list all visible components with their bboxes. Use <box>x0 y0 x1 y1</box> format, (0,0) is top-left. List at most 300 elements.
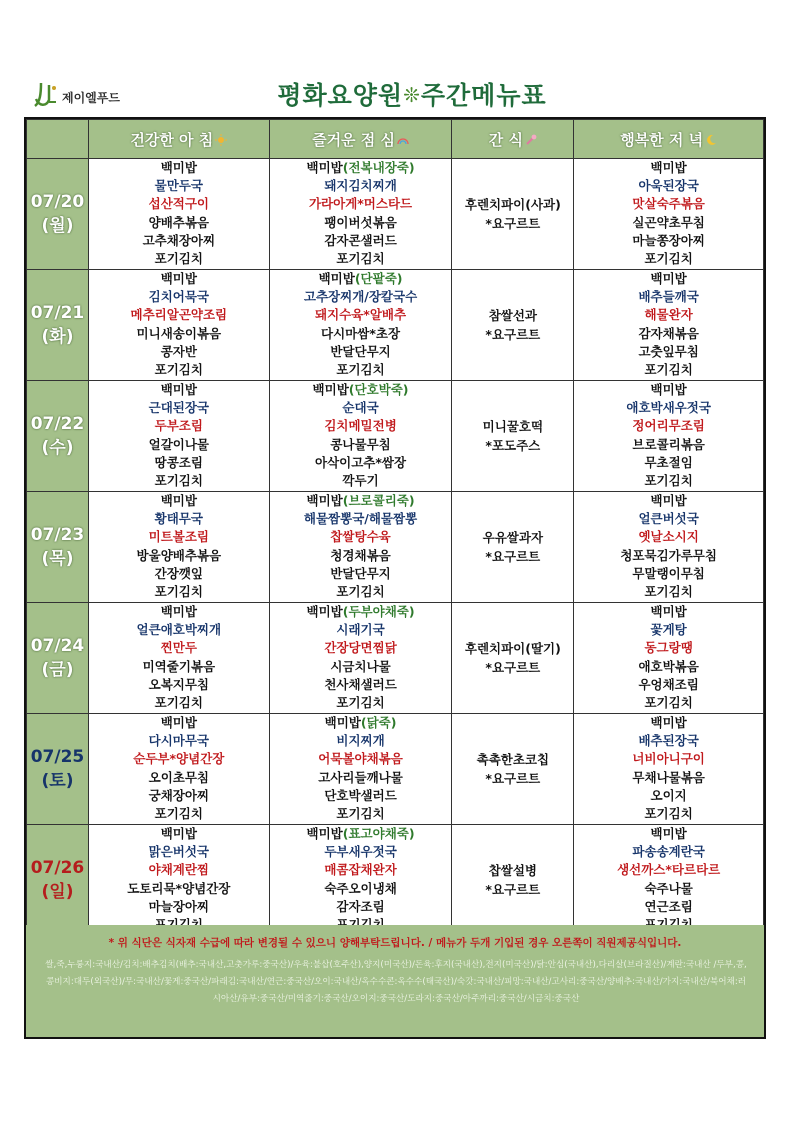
lunch-cell <box>269 825 452 936</box>
porridge-note: (표고야채죽) <box>342 826 415 841</box>
menu-item <box>89 732 269 750</box>
brand-logo <box>32 80 162 114</box>
snack-item: *요구르트 <box>485 660 541 675</box>
menu-item-text: 시래기국 <box>336 622 385 638</box>
menu-item-text: 백미밥 <box>650 271 687 286</box>
menu-item <box>574 306 763 324</box>
menu-item-text: 백미밥 <box>650 493 687 508</box>
day-cell <box>27 270 89 381</box>
lunch-cell <box>269 270 452 381</box>
menu-item-text: 포기김치 <box>644 250 693 266</box>
menu-item <box>89 214 269 232</box>
menu-item-text: 포기김치 <box>644 694 693 710</box>
menu-item-text: 아욱된장국 <box>638 178 699 194</box>
weekday-label: (토) <box>41 771 74 791</box>
menu-item-text: 찐만두 <box>160 640 197 656</box>
menu-item <box>574 436 763 454</box>
menu-item <box>574 361 763 379</box>
weekday-label: (수) <box>41 438 74 458</box>
menu-item <box>574 621 763 639</box>
menu-item-text: 다시마무국 <box>148 733 210 749</box>
menu-item <box>270 621 452 639</box>
menu-item <box>574 750 763 768</box>
date-label: 07/20 <box>30 192 85 212</box>
menu-item-text: 백미밥 <box>306 604 343 619</box>
menu-item-text: 고사리들깨나물 <box>318 769 403 785</box>
weekly-menu-table <box>26 119 764 936</box>
menu-item <box>89 270 269 288</box>
sun-icon <box>215 134 227 146</box>
menu-item-text: 꽃게탕 <box>650 622 687 638</box>
day-row <box>27 492 764 603</box>
title-flower-icon: ❊ <box>403 83 421 107</box>
menu-item <box>270 361 452 379</box>
weekday-label: (화) <box>41 327 74 347</box>
menu-item-text: 얼갈이나물 <box>148 436 210 452</box>
porridge-note: (두부야채죽) <box>342 604 415 619</box>
menu-item <box>270 177 452 195</box>
menu-item-text: 백미밥 <box>160 271 197 286</box>
menu-item-text: 백미밥 <box>650 604 687 619</box>
snack-item: *요구르트 <box>485 216 541 231</box>
menu-item-text: 간장당면찜닭 <box>324 640 397 656</box>
dinner-cell <box>574 492 764 603</box>
menu-item-text: 포기김치 <box>154 583 203 599</box>
snack-cell <box>452 492 574 603</box>
menu-item <box>89 805 269 823</box>
menu-item-text: 순대국 <box>342 400 379 416</box>
day-cell <box>27 159 89 270</box>
menu-body <box>27 159 764 936</box>
menu-item-text: 백미밥 <box>312 382 349 397</box>
menu-item-text: 무채나물볶음 <box>632 769 705 785</box>
menu-item-text: 맑은버섯국 <box>148 844 210 860</box>
menu-item-text: 파송송계란국 <box>632 844 705 860</box>
menu-item <box>574 454 763 472</box>
dinner-header: 행복한 저 녁 <box>574 120 764 159</box>
menu-item <box>574 177 763 195</box>
menu-item-text: 고춧잎무침 <box>638 343 699 359</box>
menu-item <box>574 214 763 232</box>
menu-item-text: 너비아니구이 <box>632 751 705 767</box>
menu-item <box>270 861 452 879</box>
menu-item <box>574 381 763 399</box>
menu-item <box>270 270 452 288</box>
dinner-cell <box>574 825 764 936</box>
menu-item <box>574 861 763 879</box>
menu-item-text: 감자채볶음 <box>638 325 699 341</box>
dinner-cell <box>574 381 764 492</box>
menu-item-text: 애호박새우젓국 <box>626 400 711 416</box>
menu-item <box>270 492 452 510</box>
menu-item <box>574 325 763 343</box>
menu-item <box>574 583 763 601</box>
dinner-cell <box>574 270 764 381</box>
snack-item: 우유쌀과자 <box>482 530 544 545</box>
page-header <box>24 74 769 114</box>
menu-item <box>89 825 269 843</box>
menu-item <box>89 714 269 732</box>
menu-item <box>574 880 763 898</box>
menu-item-text: 오이지 <box>650 787 687 803</box>
snack-item: 미니꿀호떡 <box>482 419 544 434</box>
menu-item-text: 근대된장국 <box>148 400 210 416</box>
menu-item <box>89 159 269 177</box>
menu-item-text: 미니새송이볶음 <box>136 325 222 341</box>
menu-item <box>270 825 452 843</box>
menu-item-text: 애호박볶음 <box>638 658 699 674</box>
date-label: 07/24 <box>30 636 85 656</box>
snack-cell <box>452 603 574 714</box>
menu-item <box>574 603 763 621</box>
snack-cell <box>452 714 574 825</box>
menu-item-text: 콩나물무침 <box>330 436 391 452</box>
menu-item-text: 무초절임 <box>644 454 693 470</box>
menu-item-text: 포기김치 <box>154 694 203 710</box>
day-row <box>27 825 764 936</box>
menu-item <box>270 805 452 823</box>
menu-item <box>270 381 452 399</box>
date-label: 07/23 <box>30 525 85 545</box>
corner-cell <box>27 120 89 159</box>
menu-item-text: 미트볼조림 <box>148 529 210 545</box>
menu-item <box>270 288 452 306</box>
menu-item-text: 백미밥 <box>650 715 687 730</box>
menu-item <box>574 658 763 676</box>
menu-item <box>574 547 763 565</box>
menu-board <box>24 117 766 1039</box>
menu-item <box>270 639 452 657</box>
menu-item <box>270 472 452 490</box>
snack-item: *요구르트 <box>485 771 541 786</box>
menu-item <box>270 603 452 621</box>
menu-item <box>574 639 763 657</box>
menu-item <box>574 898 763 916</box>
menu-item-text: 오이초무침 <box>148 769 210 785</box>
menu-item-text: 순두부*양념간장 <box>133 751 225 767</box>
day-row <box>27 603 764 714</box>
menu-item-text: 얼큰버섯국 <box>638 511 699 527</box>
snack-item: *포도주스 <box>485 438 541 453</box>
date-label: 07/22 <box>30 414 85 434</box>
weekday-label: (금) <box>41 660 74 680</box>
menu-item-text: 청포묵김가루무침 <box>620 547 717 563</box>
menu-item-text: 백미밥 <box>160 826 197 841</box>
menu-item <box>89 750 269 768</box>
menu-item <box>270 769 452 787</box>
lunch-cell <box>269 603 452 714</box>
page-title <box>202 76 622 112</box>
menu-item <box>89 399 269 417</box>
menu-item <box>270 399 452 417</box>
menu-item <box>270 565 452 583</box>
menu-item-text: 감자조림 <box>336 898 385 914</box>
menu-item <box>89 361 269 379</box>
menu-item-text: 포기김치 <box>154 805 203 821</box>
menu-item-text: 반달단무지 <box>330 565 391 581</box>
day-row <box>27 714 764 825</box>
day-row <box>27 381 764 492</box>
menu-item <box>574 232 763 250</box>
menu-item <box>89 861 269 879</box>
day-row <box>27 270 764 381</box>
rainbow-icon <box>397 134 409 146</box>
menu-item-text: 백미밥 <box>306 160 343 175</box>
menu-item <box>270 547 452 565</box>
menu-item <box>574 288 763 306</box>
menu-item-text: 동그랑땡 <box>644 640 693 656</box>
menu-item-text: 고추채장아찌 <box>142 232 216 248</box>
menu-item <box>574 714 763 732</box>
menu-item-text: 땅콩조림 <box>154 454 203 470</box>
menu-item-text: 포기김치 <box>154 361 203 377</box>
menu-item <box>89 769 269 787</box>
menu-item-text: 백미밥 <box>306 826 343 841</box>
porridge-note: (단팥죽) <box>354 271 403 286</box>
menu-item <box>270 694 452 712</box>
menu-item-text: 배추들깨국 <box>638 289 699 305</box>
menu-item <box>574 732 763 750</box>
menu-item-text: 포기김치 <box>644 472 693 488</box>
menu-item-text: 배추된장국 <box>638 733 699 749</box>
menu-item-text: 깍두기 <box>342 472 379 488</box>
snack-item: 참쌀선과 <box>488 308 537 323</box>
dinner-cell <box>574 159 764 270</box>
menu-item <box>89 381 269 399</box>
menu-item <box>270 232 452 250</box>
day-cell <box>27 714 89 825</box>
menu-item <box>89 325 269 343</box>
moon-icon <box>705 134 717 146</box>
menu-item <box>89 454 269 472</box>
menu-item-text: 도토리묵*양념간장 <box>127 880 231 896</box>
menu-item <box>89 694 269 712</box>
menu-item-text: 시금치나물 <box>330 658 391 674</box>
menu-item-text: 해물짬뽕국/해물짬뽕 <box>303 511 418 527</box>
brand-name: 제이엘푸드 <box>62 91 120 105</box>
menu-item <box>270 325 452 343</box>
menu-item <box>270 880 452 898</box>
snack-item: *요구르트 <box>485 882 541 897</box>
menu-item <box>89 880 269 898</box>
menu-item <box>270 583 452 601</box>
menu-item-text: 방울양배추볶음 <box>136 547 222 563</box>
menu-item <box>270 510 452 528</box>
dinner-cell <box>574 714 764 825</box>
menu-item-text: 숙주오이냉채 <box>324 880 397 896</box>
menu-item-text: 숙주나물 <box>644 880 693 896</box>
menu-item-text: 다시마쌈*초장 <box>321 325 401 341</box>
menu-item <box>89 603 269 621</box>
menu-item <box>270 528 452 546</box>
menu-item-text: 정어리무조림 <box>632 418 705 434</box>
snack-cell <box>452 381 574 492</box>
day-cell <box>27 825 89 936</box>
snack-item: *요구르트 <box>485 327 541 342</box>
menu-item-text: 백미밥 <box>160 382 197 397</box>
menu-item-text: 팽이버섯볶음 <box>324 214 397 230</box>
candy-icon <box>525 134 537 146</box>
menu-item <box>89 195 269 213</box>
menu-item-text: 백미밥 <box>160 160 197 175</box>
menu-item <box>574 343 763 361</box>
menu-item-text: 궁채장아찌 <box>148 787 210 803</box>
menu-item-text: 돼지김치찌개 <box>324 178 397 194</box>
menu-item <box>270 843 452 861</box>
menu-item <box>574 492 763 510</box>
change-notice: * 위 식단은 식자재 수급에 따라 변경될 수 있으니 양해부탁드립니다. / 메뉴가 두개 기입된 경우 오른쪽이 직원제공식입니다. <box>108 937 682 949</box>
jl-logo-icon <box>32 80 58 110</box>
menu-item <box>574 805 763 823</box>
menu-item <box>574 787 763 805</box>
menu-item <box>270 159 452 177</box>
menu-item <box>574 510 763 528</box>
menu-item-text: 포기김치 <box>644 583 693 599</box>
menu-item <box>270 454 452 472</box>
menu-item-text: 백미밥 <box>160 493 197 508</box>
menu-item-text: 백미밥 <box>160 604 197 619</box>
menu-item <box>270 676 452 694</box>
menu-item <box>574 417 763 435</box>
menu-item <box>270 750 452 768</box>
menu-item-text: 찹쌀탕수육 <box>330 529 391 545</box>
menu-item <box>270 214 452 232</box>
menu-item-text: 단호박샐러드 <box>324 787 397 803</box>
menu-item-text: 양배추볶음 <box>148 214 210 230</box>
menu-item-text: 어묵볼야채볶음 <box>318 751 403 767</box>
menu-item <box>89 658 269 676</box>
menu-item <box>89 510 269 528</box>
menu-item-text: 물만두국 <box>154 178 203 194</box>
menu-item-text: 백미밥 <box>650 382 687 397</box>
menu-item <box>270 417 452 435</box>
menu-item-text: 황태무국 <box>154 511 203 527</box>
menu-item <box>574 250 763 268</box>
menu-item <box>89 787 269 805</box>
menu-item-text: 포기김치 <box>336 694 385 710</box>
breakfast-cell <box>88 603 269 714</box>
menu-item <box>270 195 452 213</box>
menu-item-text: 브로콜리볶음 <box>632 436 705 452</box>
breakfast-cell <box>88 270 269 381</box>
menu-item-text: 해물완자 <box>644 307 693 323</box>
menu-item-text: 두부조림 <box>154 418 203 434</box>
menu-item-text: 돼지수육*알배추 <box>315 307 407 323</box>
menu-item <box>89 843 269 861</box>
menu-item-text: 백미밥 <box>160 715 197 730</box>
menu-item <box>89 583 269 601</box>
breakfast-cell <box>88 825 269 936</box>
menu-item <box>270 343 452 361</box>
menu-item <box>270 732 452 750</box>
breakfast-cell <box>88 714 269 825</box>
menu-item <box>89 547 269 565</box>
breakfast-cell <box>88 159 269 270</box>
menu-item <box>574 528 763 546</box>
menu-item <box>89 676 269 694</box>
menu-item-text: 청경채볶음 <box>330 547 391 563</box>
menu-item-text: 얼큰애호박찌개 <box>136 622 222 638</box>
day-cell <box>27 603 89 714</box>
menu-item-text: 백미밥 <box>650 160 687 175</box>
menu-item <box>89 528 269 546</box>
menu-item-text: 생선까스*타르타르 <box>617 862 721 878</box>
menu-item-text: 고추장찌개/장칼국수 <box>303 289 418 305</box>
menu-item <box>89 306 269 324</box>
menu-item-text: 두부새우젓국 <box>324 844 397 860</box>
menu-item <box>270 436 452 454</box>
date-label: 07/26 <box>30 858 85 878</box>
snack-item: 찹쌀설병 <box>488 863 537 878</box>
menu-item-text: 포기김치 <box>336 250 385 266</box>
menu-item <box>574 825 763 843</box>
menu-item <box>574 694 763 712</box>
menu-item-text: 야채계란찜 <box>148 862 210 878</box>
menu-item <box>574 676 763 694</box>
menu-item-text: 김치어묵국 <box>148 289 210 305</box>
menu-item <box>574 159 763 177</box>
menu-item-text: 마늘장아찌 <box>148 898 210 914</box>
snack-cell <box>452 159 574 270</box>
date-label: 07/21 <box>30 303 85 323</box>
menu-item-text: 천사채샐러드 <box>324 676 397 692</box>
menu-item <box>270 714 452 732</box>
menu-item <box>574 195 763 213</box>
menu-item <box>89 417 269 435</box>
snack-item: 후렌치파이(딸기) <box>464 641 561 656</box>
lunch-cell <box>269 714 452 825</box>
menu-item-text: 백미밥 <box>324 715 361 730</box>
menu-item-text: 백미밥 <box>650 826 687 841</box>
day-row <box>27 159 764 270</box>
menu-item <box>574 843 763 861</box>
lunch-header: 즐거운 점 심 <box>269 120 452 159</box>
menu-item <box>89 898 269 916</box>
snack-cell <box>452 825 574 936</box>
menu-item <box>270 898 452 916</box>
menu-item-text: 콩자반 <box>160 343 197 359</box>
menu-item <box>89 621 269 639</box>
menu-item-text: 포기김치 <box>644 361 693 377</box>
menu-item <box>574 270 763 288</box>
menu-item <box>574 399 763 417</box>
menu-item <box>270 250 452 268</box>
menu-item-text: 백미밥 <box>306 493 343 508</box>
menu-item-text: 포기김치 <box>336 583 385 599</box>
menu-item-text: 연근조림 <box>644 898 693 914</box>
menu-item-text: 우엉채조림 <box>638 676 699 692</box>
menu-item-text: 포기김치 <box>154 472 203 488</box>
menu-item <box>574 769 763 787</box>
menu-item-text: 무말랭이무침 <box>632 565 705 581</box>
title-facility: 평화요양원 <box>277 81 404 110</box>
menu-item-text: 포기김치 <box>154 250 203 266</box>
menu-item-text: 김치메밀전병 <box>324 418 397 434</box>
weekday-label: (목) <box>41 549 74 569</box>
menu-item <box>89 472 269 490</box>
menu-item-text: 매콤잡채완자 <box>324 862 397 878</box>
menu-item-text: 실곤약초무침 <box>632 214 705 230</box>
menu-item-text: 간장깻잎 <box>154 565 203 581</box>
menu-item-text: 섭산적구이 <box>148 196 210 212</box>
menu-item <box>89 565 269 583</box>
snack-item: 후렌치파이(사과) <box>464 197 561 212</box>
weekday-label: (일) <box>41 882 74 902</box>
title-menu: 주간메뉴표 <box>420 81 547 110</box>
breakfast-cell <box>88 381 269 492</box>
footer-note-panel <box>26 925 764 1037</box>
menu-item <box>89 250 269 268</box>
